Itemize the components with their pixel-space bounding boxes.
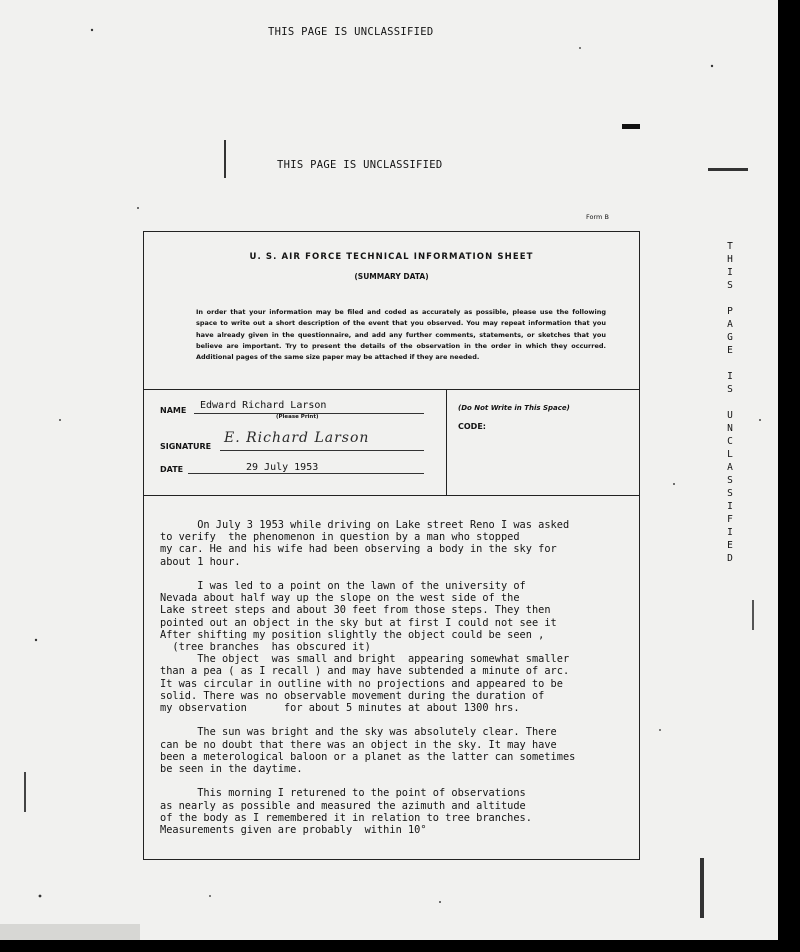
stamp-letter: L [727, 449, 733, 460]
stamp-letter [724, 357, 736, 370]
scan-border-bottom [0, 940, 800, 952]
section-divider [144, 389, 639, 390]
stamp-letter: E [727, 540, 733, 551]
stamp-letter: I [727, 371, 733, 382]
scan-border-right [778, 0, 800, 952]
date-value: 29 July 1953 [246, 462, 319, 473]
section-divider [144, 495, 639, 496]
form-instructions: In order that your information may be filed and coded as accurately as possible, please use the following space to write out a short description of the event that you observed. You may repeat information that you have already given in the questionnaire, and add any further comments, statements, or sketches that you believe are important. Try to present the details of the observation in the order in which they occurred. Additional pages of the same size paper may be attached if they are needed. [196, 308, 606, 362]
stamp-letter [724, 292, 736, 305]
stamp-letter: N [727, 423, 733, 434]
stamp-letter: D [727, 553, 733, 564]
stamp-letter: S [727, 488, 733, 499]
stamp-letter: I [727, 527, 733, 538]
observation-narrative: On July 3 1953 while driving on Lake street Reno I was asked to verify the phenomenon in question by a man who stopped my car. He and his wife had been observing a body in the sky for about 1 hour. I was led to a point on the lawn of the university of Nevada about half way up the slope on the west side of the Lake street steps and about 30 feet from those steps. They then pointed out an object in the sky but at first I could not see it After shifting my position slightly the object could be seen , (tree branches has obscured it) The object was small and bright appearing somewhat smaller than a pea ( as I recall ) and may have subtended a minute of arc. It was circular in outline with no projections and appeared to be solid. There was no observable movement during the duration of my observation for about 5 minutes at about 1300 hrs. The sun was bright and the sky was absolutely clear. There can be no doubt that there was an object in the sky. It may have been a meterological baloon or a planet as the latter can sometimes be seen in the daytime. This morning I returened to the point of observations as nearly as possible and measured the azimuth and altitude of the body as I remembered it in relation to tree branches. Measurements given are probably within 10° [160, 519, 576, 837]
do-not-write-notice: (Do Not Write in This Space) [458, 404, 570, 412]
stamp-letter: G [727, 332, 733, 343]
stamp-letter: S [727, 280, 733, 291]
stamp-letter: T [727, 241, 733, 252]
stamp-letter: F [727, 514, 733, 525]
column-divider [446, 389, 447, 495]
name-label: NAME [160, 406, 187, 415]
stamp-letter: I [727, 267, 733, 278]
date-label: DATE [160, 465, 184, 474]
name-value: Edward Richard Larson [200, 400, 327, 411]
form-label: Form B [586, 213, 609, 221]
form-subtitle: (SUMMARY DATA) [354, 272, 429, 281]
stamp-letter: U [727, 410, 733, 421]
code-label: CODE: [458, 422, 486, 431]
signature-label: SIGNATURE [160, 442, 212, 451]
classification-marking: THIS PAGE IS UNCLASSIFIED [277, 159, 443, 171]
stamp-letter: C [727, 436, 733, 447]
stamp-letter: H [727, 254, 733, 265]
stamp-letter [724, 396, 736, 409]
signature-underline [220, 450, 424, 451]
technical-information-sheet [143, 231, 640, 860]
form-title: U. S. AIR FORCE TECHNICAL INFORMATION SHEET [249, 252, 534, 262]
handwritten-signature: E. Richard Larson [224, 430, 370, 446]
date-underline [188, 473, 424, 474]
vertical-unclassified-stamp [724, 240, 736, 565]
please-print-note: (Please Print) [276, 414, 319, 420]
stamp-letter: S [727, 384, 733, 395]
top-classification-marking: THIS PAGE IS UNCLASSIFIED [268, 26, 434, 38]
stamp-letter: A [727, 319, 733, 330]
stamp-letter: A [727, 462, 733, 473]
stamp-letter: S [727, 475, 733, 486]
stamp-letter: I [727, 501, 733, 512]
stamp-letter: E [727, 345, 733, 356]
stamp-letter: P [727, 306, 733, 317]
